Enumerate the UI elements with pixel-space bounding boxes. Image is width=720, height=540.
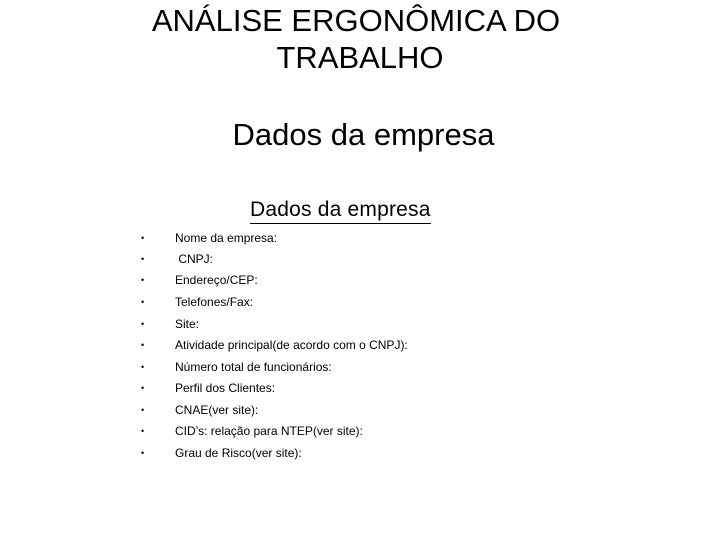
bullet-icon: •: [141, 297, 145, 307]
bullet-icon: •: [141, 448, 145, 458]
page-subtitle: Dados da empresa: [232, 117, 495, 152]
page-title-line-1: ANÁLISE ERGONÔMICA DO: [151, 3, 561, 38]
field-label-telefones: Telefones/Fax:: [175, 295, 254, 309]
bullet-icon: •: [141, 233, 145, 243]
field-label-cnpj: CNPJ:: [175, 252, 214, 266]
bullet-icon: •: [141, 319, 145, 329]
bullet-icon: •: [141, 362, 145, 372]
field-label-perfil-clientes: Perfil dos Clientes:: [175, 381, 276, 395]
field-label-nome-empresa: Nome da empresa:: [175, 231, 278, 245]
page-title-line-2: TRABALHO: [276, 40, 444, 75]
bullet-icon: •: [141, 275, 145, 285]
field-label-grau-risco: Grau de Risco(ver site):: [175, 446, 302, 460]
bullet-icon: •: [141, 405, 145, 415]
field-label-atividade: Atividade principal(de acordo com o CNPJ):: [175, 338, 408, 352]
field-label-cnae: CNAE(ver site):: [175, 403, 259, 417]
section-heading: Dados da empresa: [250, 197, 431, 224]
bullet-icon: •: [141, 383, 145, 393]
field-label-endereco: Endereço/CEP:: [175, 273, 258, 287]
field-label-site: Site:: [175, 317, 200, 331]
bullet-icon: •: [141, 426, 145, 436]
field-label-funcionarios: Número total de funcionários:: [175, 360, 332, 374]
bullet-icon: •: [141, 254, 145, 264]
field-label-cids: CID’s: relação para NTEP(ver site):: [175, 424, 363, 438]
page-title: [0, 2, 720, 76]
bullet-icon: •: [141, 340, 145, 350]
